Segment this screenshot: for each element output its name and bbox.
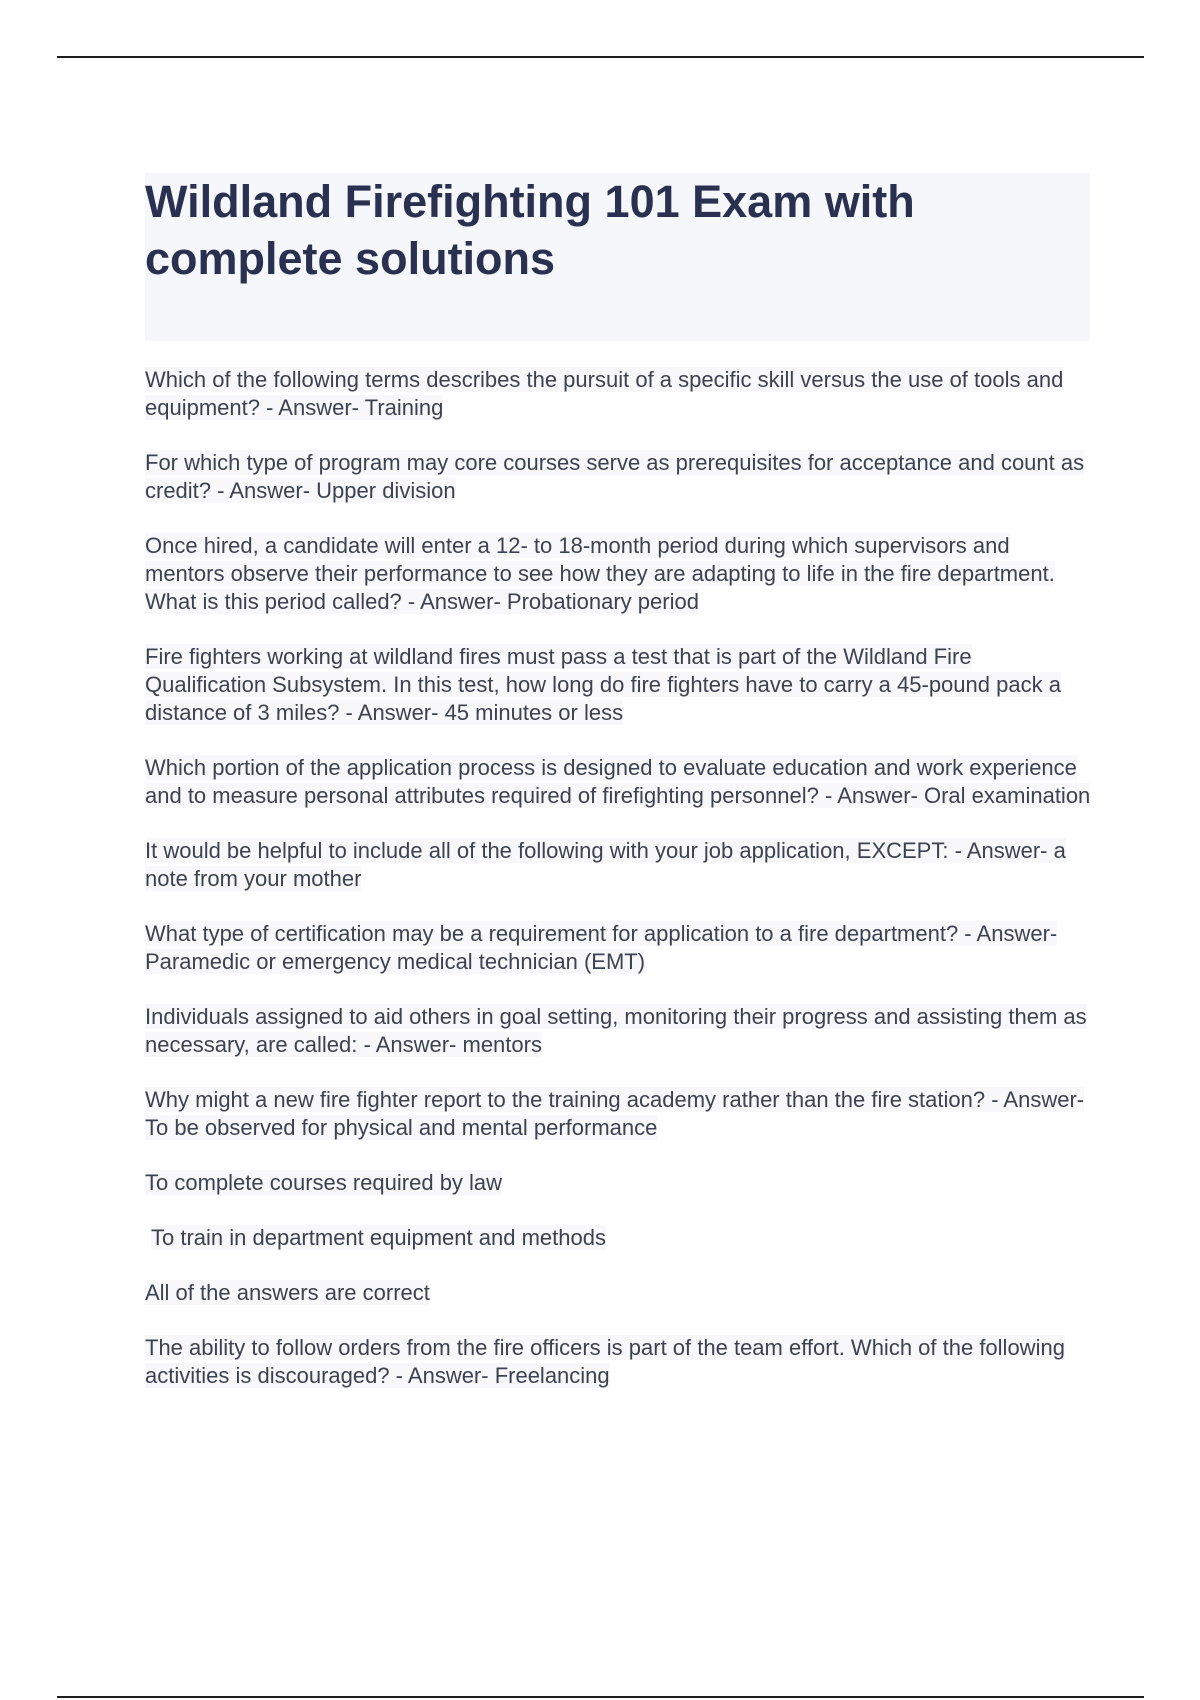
paragraph-text: Which of the following terms describes the pursuit of a specific skill versus the use of tools and equipment? - Answer- Training (145, 367, 1064, 420)
paragraph-text: Why might a new fire fighter report to the training academy rather than the fire station? - Answer- To be observed for physical and mental performance (145, 1087, 1085, 1140)
paragraph-text: To train in department equipment and methods (151, 1225, 606, 1250)
question-paragraph-10 (145, 1334, 1095, 1390)
question-paragraph-6 (145, 837, 1095, 893)
paragraph-text: To complete courses required by law (145, 1170, 503, 1195)
paragraph-text: Which portion of the application process is designed to evaluate education and work experience and to measure personal attributes required of firefighting personnel? - Answer- Oral examination (145, 755, 1091, 808)
paragraph-text: All of the answers are correct (145, 1280, 430, 1305)
answer-option-1 (145, 1169, 1095, 1197)
bottom-rule (57, 1696, 1144, 1698)
question-paragraph-4 (145, 643, 1095, 727)
question-paragraph-9 (145, 1086, 1095, 1142)
paragraph-text: Fire fighters working at wildland fires must pass a test that is part of the Wildland Fire Qualification Subsystem. In this test, how long do fire fighters have to carry a 45-pound pack a distance of 3 miles? - Answer- 45 minutes or less (145, 644, 1061, 725)
question-paragraph-8 (145, 1003, 1095, 1059)
question-paragraph-2 (145, 449, 1095, 505)
title-block (145, 173, 1090, 341)
document-body (145, 366, 1095, 1417)
question-paragraph-7 (145, 920, 1095, 976)
question-paragraph-3 (145, 532, 1095, 616)
paragraph-text: The ability to follow orders from the fire officers is part of the team effort. Which of the following activities is discouraged? - Answer- Freelancing (145, 1335, 1065, 1388)
question-paragraph-5 (145, 754, 1095, 810)
paragraph-text: Individuals assigned to aid others in goal setting, monitoring their progress and assisting them as necessary, are called: - Answer- mentors (145, 1004, 1087, 1057)
question-paragraph-1 (145, 366, 1095, 422)
paragraph-text: Once hired, a candidate will enter a 12- to 18-month period during which supervisors and mentors observe their performance to see how they are adapting to life in the fire department. What is this period called? - Answer- Probationary period (145, 533, 1055, 614)
answer-option-2 (145, 1224, 1095, 1252)
paragraph-text: It would be helpful to include all of the following with your job application, EXCEPT: - Answer- a note from your mother (145, 838, 1066, 891)
document-title: Wildland Firefighting 101 Exam with complete solutions (145, 176, 915, 284)
paragraph-text: What type of certification may be a requirement for application to a fire department? - Answer- Paramedic or emergency medical technician (EMT) (145, 921, 1058, 974)
top-rule (57, 56, 1144, 58)
answer-option-3 (145, 1279, 1095, 1307)
paragraph-text: For which type of program may core courses serve as prerequisites for acceptance and count as credit? - Answer- Upper division (145, 450, 1085, 503)
